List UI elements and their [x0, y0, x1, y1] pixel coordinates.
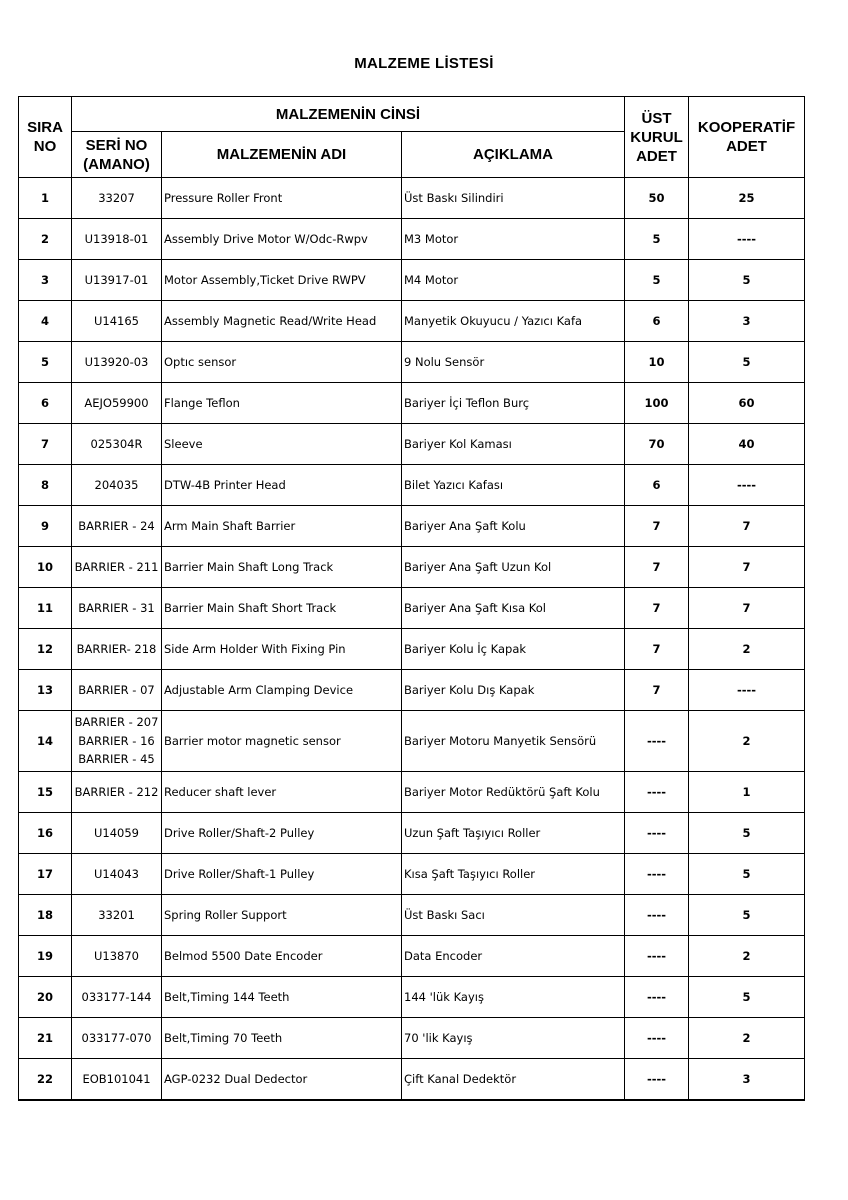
serial-number-line: EOB101041	[82, 1071, 151, 1086]
table-row	[19, 1059, 805, 1101]
material-description: Üst Baskı Sacı	[402, 895, 625, 936]
table-row	[19, 178, 805, 219]
kooperatif-quantity: 1	[689, 772, 805, 813]
material-name: Reducer shaft lever	[162, 772, 402, 813]
material-name: DTW-4B Printer Head	[162, 465, 402, 506]
row-number: 7	[19, 424, 72, 465]
serial-number-line: U13918-01	[84, 231, 149, 246]
serial-number	[72, 936, 162, 977]
table-row	[19, 260, 805, 301]
serial-number-line: U14165	[93, 313, 139, 328]
material-name: Flange Teflon	[162, 383, 402, 424]
ust-kurul-quantity: 7	[625, 670, 689, 711]
serial-number	[72, 1018, 162, 1059]
kooperatif-quantity: 7	[689, 588, 805, 629]
serial-number	[72, 588, 162, 629]
table-row	[19, 813, 805, 854]
kooperatif-quantity: 7	[689, 547, 805, 588]
serial-number	[72, 301, 162, 342]
kooperatif-quantity: 40	[689, 424, 805, 465]
kooperatif-quantity: 5	[689, 854, 805, 895]
serial-number-line: 204035	[94, 477, 139, 492]
material-name: Side Arm Holder With Fixing Pin	[162, 629, 402, 670]
ust-kurul-quantity: ----	[625, 1018, 689, 1059]
kooperatif-quantity: 5	[689, 342, 805, 383]
material-description: Bariyer İçi Teflon Burç	[402, 383, 625, 424]
serial-number-line: U13870	[93, 948, 139, 963]
table-row	[19, 547, 805, 588]
header-kooperatif-adet: KOOPERATİF ADET	[689, 97, 805, 178]
table-row	[19, 895, 805, 936]
ust-kurul-quantity: ----	[625, 977, 689, 1018]
kooperatif-quantity: 25	[689, 178, 805, 219]
table-row	[19, 772, 805, 813]
serial-number-line: 33201	[98, 907, 135, 922]
header-malzeme-adi: MALZEMENİN ADI	[162, 132, 402, 178]
header-seri-no: SERİ NO (AMANO)	[72, 132, 162, 178]
document-title: MALZEME LİSTESİ	[354, 55, 494, 72]
ust-kurul-quantity: ----	[625, 854, 689, 895]
material-description: Bariyer Motoru Manyetik Sensörü	[402, 711, 625, 772]
serial-number-line: BARRIER - 212	[74, 784, 159, 799]
material-name: Belt,Timing 70 Teeth	[162, 1018, 402, 1059]
ust-kurul-quantity: 6	[625, 465, 689, 506]
kooperatif-quantity: 5	[689, 813, 805, 854]
kooperatif-quantity: 5	[689, 977, 805, 1018]
row-number: 8	[19, 465, 72, 506]
serial-number	[72, 895, 162, 936]
kooperatif-quantity: ----	[689, 219, 805, 260]
kooperatif-quantity: 7	[689, 506, 805, 547]
table-row	[19, 854, 805, 895]
row-number: 1	[19, 178, 72, 219]
serial-number	[72, 813, 162, 854]
material-description: Kısa Şaft Taşıyıcı Roller	[402, 854, 625, 895]
material-description: 144 'lük Kayış	[402, 977, 625, 1018]
table-body	[19, 178, 805, 1101]
serial-number-line: BARRIER - 45	[78, 752, 155, 767]
row-number: 19	[19, 936, 72, 977]
ust-kurul-quantity: 70	[625, 424, 689, 465]
table-row	[19, 670, 805, 711]
table-row	[19, 301, 805, 342]
ust-kurul-quantity: ----	[625, 895, 689, 936]
row-number: 22	[19, 1059, 72, 1101]
row-number: 10	[19, 547, 72, 588]
serial-number	[72, 547, 162, 588]
row-number: 17	[19, 854, 72, 895]
material-name: Drive Roller/Shaft-2 Pulley	[162, 813, 402, 854]
material-description: Bariyer Motor Redüktörü Şaft Kolu	[402, 772, 625, 813]
row-number: 6	[19, 383, 72, 424]
ust-kurul-quantity: 6	[625, 301, 689, 342]
serial-number-line: BARRIER- 218	[76, 641, 157, 656]
ust-kurul-quantity: ----	[625, 711, 689, 772]
row-number: 18	[19, 895, 72, 936]
material-description: M4 Motor	[402, 260, 625, 301]
serial-number	[72, 629, 162, 670]
serial-number	[72, 1059, 162, 1101]
row-number: 2	[19, 219, 72, 260]
table-row	[19, 219, 805, 260]
table-row	[19, 711, 805, 772]
ust-kurul-quantity: 10	[625, 342, 689, 383]
ust-kurul-quantity: ----	[625, 813, 689, 854]
material-name: Belt,Timing 144 Teeth	[162, 977, 402, 1018]
serial-number-line: 33207	[98, 190, 135, 205]
ust-kurul-quantity: 5	[625, 260, 689, 301]
table-row	[19, 342, 805, 383]
material-description: Bariyer Ana Şaft Uzun Kol	[402, 547, 625, 588]
kooperatif-quantity: 2	[689, 936, 805, 977]
row-number: 14	[19, 711, 72, 772]
material-description: Bariyer Ana Şaft Kısa Kol	[402, 588, 625, 629]
material-name: Optıc sensor	[162, 342, 402, 383]
table-row	[19, 1018, 805, 1059]
serial-number	[72, 670, 162, 711]
ust-kurul-quantity: 7	[625, 588, 689, 629]
kooperatif-quantity: 3	[689, 301, 805, 342]
serial-number	[72, 711, 162, 772]
kooperatif-quantity: 2	[689, 629, 805, 670]
header-aciklama: AÇIKLAMA	[402, 132, 625, 178]
serial-number	[72, 424, 162, 465]
row-number: 4	[19, 301, 72, 342]
row-number: 20	[19, 977, 72, 1018]
kooperatif-quantity: 2	[689, 1018, 805, 1059]
ust-kurul-quantity: 5	[625, 219, 689, 260]
row-number: 5	[19, 342, 72, 383]
ust-kurul-quantity: ----	[625, 772, 689, 813]
serial-number	[72, 383, 162, 424]
material-description: Bariyer Ana Şaft Kolu	[402, 506, 625, 547]
serial-number-line: BARRIER - 207	[74, 715, 159, 730]
material-description: Çift Kanal Dedektör	[402, 1059, 625, 1101]
serial-number-line: AEJO59900	[84, 395, 149, 410]
ust-kurul-quantity: 7	[625, 629, 689, 670]
kooperatif-quantity: 3	[689, 1059, 805, 1101]
header-ust-kurul-adet: ÜST KURUL ADET	[625, 97, 689, 178]
material-description: Bariyer Kol Kaması	[402, 424, 625, 465]
kooperatif-quantity: 5	[689, 895, 805, 936]
serial-number-line: U14043	[93, 866, 139, 881]
row-number: 11	[19, 588, 72, 629]
table-row	[19, 506, 805, 547]
serial-number-line: U14059	[93, 825, 139, 840]
serial-number-line: BARRIER - 31	[78, 600, 155, 615]
serial-number-line: BARRIER - 16	[78, 733, 155, 748]
material-description: M3 Motor	[402, 219, 625, 260]
ust-kurul-quantity: 7	[625, 506, 689, 547]
serial-number	[72, 854, 162, 895]
serial-number	[72, 342, 162, 383]
serial-number	[72, 772, 162, 813]
table-row	[19, 588, 805, 629]
serial-number-line: 033177-144	[81, 989, 152, 1004]
material-description: Üst Baskı Silindiri	[402, 178, 625, 219]
row-number: 9	[19, 506, 72, 547]
material-description: Data Encoder	[402, 936, 625, 977]
row-number: 3	[19, 260, 72, 301]
material-name: Assembly Drive Motor W/Odc-Rwpv	[162, 219, 402, 260]
table-row	[19, 629, 805, 670]
serial-number	[72, 178, 162, 219]
material-description: Bariyer Kolu İç Kapak	[402, 629, 625, 670]
ust-kurul-quantity: 7	[625, 547, 689, 588]
serial-number	[72, 977, 162, 1018]
material-name: Adjustable Arm Clamping Device	[162, 670, 402, 711]
serial-number-line: BARRIER - 24	[78, 518, 155, 533]
material-description: Manyetik Okuyucu / Yazıcı Kafa	[402, 301, 625, 342]
row-number: 16	[19, 813, 72, 854]
material-name: AGP-0232 Dual Dedector	[162, 1059, 402, 1101]
serial-number	[72, 506, 162, 547]
row-number: 21	[19, 1018, 72, 1059]
ust-kurul-quantity: 50	[625, 178, 689, 219]
material-name: Sleeve	[162, 424, 402, 465]
row-number: 12	[19, 629, 72, 670]
material-description: Bilet Yazıcı Kafası	[402, 465, 625, 506]
table-row	[19, 977, 805, 1018]
row-number: 13	[19, 670, 72, 711]
material-name: Barrier Main Shaft Long Track	[162, 547, 402, 588]
material-name: Assembly Magnetic Read/Write Head	[162, 301, 402, 342]
serial-number-line: 033177-070	[81, 1030, 152, 1045]
kooperatif-quantity: ----	[689, 670, 805, 711]
material-name: Belmod 5500 Date Encoder	[162, 936, 402, 977]
material-name: Arm Main Shaft Barrier	[162, 506, 402, 547]
kooperatif-quantity: 60	[689, 383, 805, 424]
material-name: Spring Roller Support	[162, 895, 402, 936]
header-sira-no: SIRA NO	[19, 97, 72, 178]
material-name: Pressure Roller Front	[162, 178, 402, 219]
serial-number-line: 025304R	[90, 436, 143, 451]
material-description: Bariyer Kolu Dış Kapak	[402, 670, 625, 711]
ust-kurul-quantity: ----	[625, 936, 689, 977]
serial-number-line: U13920-03	[84, 354, 149, 369]
material-description: 70 'lik Kayış	[402, 1018, 625, 1059]
serial-number-line: U13917-01	[84, 272, 149, 287]
material-description: 9 Nolu Sensör	[402, 342, 625, 383]
kooperatif-quantity: 5	[689, 260, 805, 301]
material-name: Motor Assembly,Ticket Drive RWPV	[162, 260, 402, 301]
table-row	[19, 465, 805, 506]
table-header	[19, 97, 805, 178]
serial-number	[72, 260, 162, 301]
header-malzemenin-cinsi: MALZEMENİN CİNSİ	[72, 97, 625, 132]
material-name: Barrier motor magnetic sensor	[162, 711, 402, 772]
serial-number-line: BARRIER - 07	[78, 682, 155, 697]
serial-number	[72, 219, 162, 260]
serial-number	[72, 465, 162, 506]
ust-kurul-quantity: ----	[625, 1059, 689, 1101]
material-name: Drive Roller/Shaft-1 Pulley	[162, 854, 402, 895]
material-name: Barrier Main Shaft Short Track	[162, 588, 402, 629]
material-list-table	[18, 96, 805, 1101]
material-description: Uzun Şaft Taşıyıcı Roller	[402, 813, 625, 854]
table-row	[19, 424, 805, 465]
ust-kurul-quantity: 100	[625, 383, 689, 424]
row-number: 15	[19, 772, 72, 813]
table-row	[19, 936, 805, 977]
serial-number-line: BARRIER - 211	[74, 559, 159, 574]
table-row	[19, 383, 805, 424]
kooperatif-quantity: ----	[689, 465, 805, 506]
kooperatif-quantity: 2	[689, 711, 805, 772]
